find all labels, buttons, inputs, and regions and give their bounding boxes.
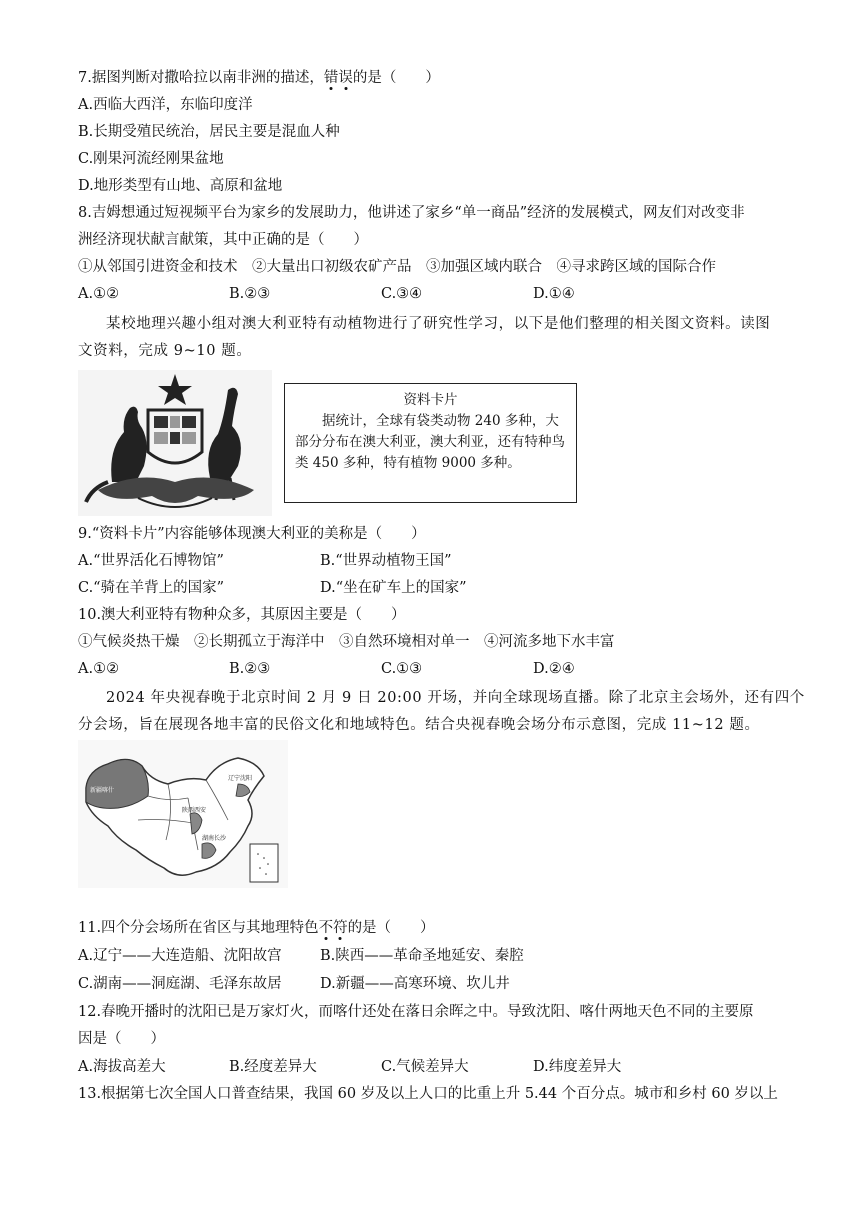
map-label-shenyang: 辽宁沈阳 <box>228 775 253 782</box>
intro-9-10-line1: 某校地理兴趣小组对澳大利亚特有动植物进行了研究性学习，以下是他们整理的相关图文资料。读图 <box>106 316 771 332</box>
emphasis-char: 误 <box>338 70 353 86</box>
q12-option-b: B.经度差异大 <box>229 1059 317 1075</box>
emphasis-char: 错 <box>323 70 339 86</box>
q7-option-a: A.西临大西洋，东临印度洋 <box>78 97 253 113</box>
q7-option-d: D.地形类型有山地、高原和盆地 <box>78 178 283 194</box>
q8-stem-line1: 8.吉姆想通过短视频平台为家乡的发展助力，他讲述了家乡“单一商品”经济的发展模式，网友们对改变非 <box>78 205 745 221</box>
map-label-xian: 陕西西安 <box>182 807 207 814</box>
q10-option-c: C.①③ <box>381 661 423 677</box>
q11-option-d: D.新疆——高寒环境、坎儿井 <box>320 976 510 992</box>
data-card <box>284 383 577 503</box>
data-card-title: 资料卡片 <box>403 392 458 408</box>
australia-coat-of-arms-image <box>78 370 272 516</box>
q12-stem-line2: 因是（ ） <box>78 1031 165 1047</box>
map-label-changsha: 湖南长沙 <box>202 835 227 842</box>
q11-option-b: B.陕西——革命圣地延安、秦腔 <box>320 948 524 964</box>
q12-option-d: D.纬度差异大 <box>533 1059 622 1075</box>
q8-option-c: C.③④ <box>381 286 423 302</box>
q7-option-b: B.长期受殖民统治，居民主要是混血人种 <box>78 124 340 140</box>
intro-11-12-line2: 分会场，旨在展现各地丰富的民俗文化和地域特色。结合央视春晚会场分布示意图，完成 11~12 题。 <box>78 717 760 733</box>
emphasis-char: 不 <box>318 920 334 936</box>
map-label-kashgar: 新疆喀什 <box>90 787 115 794</box>
q11-stem <box>78 918 435 938</box>
q10-option-b: B.②③ <box>229 661 271 677</box>
q11-option-a: A.辽宁——大连造船、沈阳故宫 <box>78 948 282 964</box>
q7-stem <box>78 68 440 88</box>
intro-11-12-line1: 2024 年央视春晚于北京时间 2 月 9 日 20:00 开场，并向全球现场直播。除了北京主会场外，还有四个 <box>106 690 805 706</box>
q9-option-c: C.“骑在羊背上的国家” <box>78 580 225 596</box>
intro-9-10-line2: 文资料，完成 9~10 题。 <box>78 343 252 359</box>
q12-option-a: A.海拔高差大 <box>78 1059 166 1075</box>
q11-stem-a: 11.四个分会场所在省区与其地理特色 <box>78 920 319 936</box>
q7-stem-a: 7.据图判断对撒哈拉以南非洲的描述， <box>78 70 324 86</box>
q10-option-a: A.①② <box>78 661 120 677</box>
q10-stem: 10.澳大利亚特有物种众多，其原因主要是（ ） <box>78 607 406 623</box>
q11-stem-b: 的是（ ） <box>347 920 435 936</box>
q7-option-c: C.刚果河流经刚果盆地 <box>78 151 224 167</box>
q10-option-d: D.②④ <box>533 661 575 677</box>
q8-option-d: D.①④ <box>533 286 575 302</box>
q12-stem-line1: 12.春晚开播时的沈阳已是万家灯火，而喀什还处在落日余晖之中。导致沈阳、喀什两地天色不同的主要原 <box>78 1004 754 1020</box>
emphasis-char: 符 <box>333 920 348 936</box>
q9-option-a: A.“世界活化石博物馆” <box>78 553 224 569</box>
q7-stem-emphasis <box>324 70 353 86</box>
q11-stem-emphasis <box>319 920 348 936</box>
q8-items: ①从邻国引进资金和技术 ②大量出口初级农矿产品 ③加强区域内联合 ④寻求跨区域的国际合作 <box>78 259 716 275</box>
q8-option-a: A.①② <box>78 286 120 302</box>
q9-stem: 9.“资料卡片”内容能够体现澳大利亚的美称是（ ） <box>78 526 426 542</box>
q13-stem-line1: 13.根据第七次全国人口普查结果，我国 60 岁及以上人口的比重上升 5.44 个百分点。城市和乡村 60 岁以上 <box>78 1086 778 1102</box>
q11-option-c: C.湖南——洞庭湖、毛泽东故居 <box>78 976 282 992</box>
data-card-text: 据统计，全球有袋类动物 240 多种，大部分分布在澳大利亚，澳大利亚，还有特种鸟类 450 多种，特有植物 9000 多种。 <box>295 413 565 471</box>
q8-option-b: B.②③ <box>229 286 271 302</box>
q10-items: ①气候炎热干燥 ②长期孤立于海洋中 ③自然环境相对单一 ④河流多地下水丰富 <box>78 634 615 650</box>
q7-stem-b: 的是（ ） <box>352 70 440 86</box>
q12-option-c: C.气候差异大 <box>381 1059 469 1075</box>
q9-option-b: B.“世界动植物王国” <box>320 553 452 569</box>
china-venue-map <box>78 740 288 888</box>
q9-option-d: D.“坐在矿车上的国家” <box>320 580 467 596</box>
q8-stem-line2: 洲经济现状献言献策，其中正确的是（ ） <box>78 232 368 248</box>
